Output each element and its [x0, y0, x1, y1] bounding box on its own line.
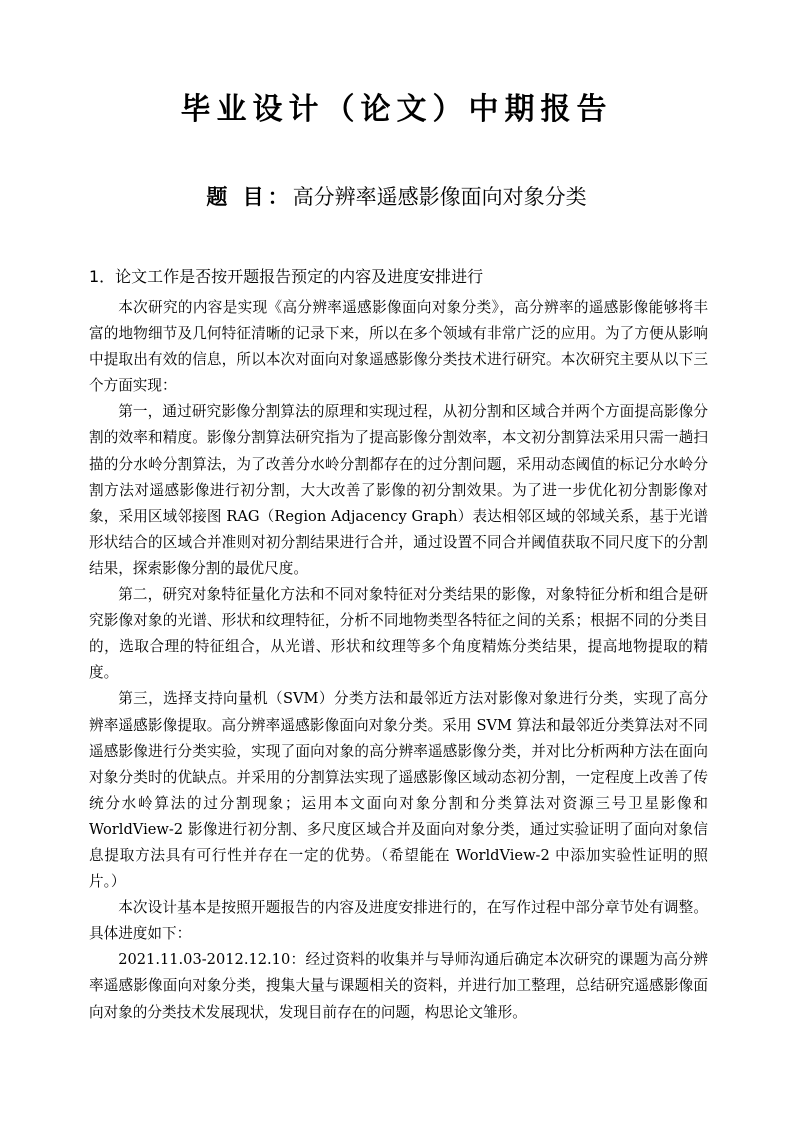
paragraph-second: 第二，研究对象特征量化方法和不同对象特征对分类结果的影像，对象特征分析和组合是研究影像对象的光谱、形状和纹理特征，分析不同地物类型各特征之间的关系；根据不同的分类目的，选取合理的特征组合，从光谱、形状和纹理等多个角度精炼分类结果，提高地物提取的精度。	[89, 586, 708, 682]
paragraph-schedule-item: 2021.11.03-2012.12.10：经过资料的收集并与导师沟通后确定本次研究的课题为高分辨率遥感影像面向对象分类，搜集大量与课题相关的资料，并进行加工整理，总结研究遥感影像面向对象的分类技术发展现状，发现目前存在的问题，构思论文雏形。	[89, 951, 708, 1021]
paragraph-intro: 本次研究的内容是实现《高分辨率遥感影像面向对象分类》，高分辨率的遥感影像能够将丰富的地物细节及几何特征清晰的记录下来，所以在多个领域有非常广泛的应用。为了方便从影响中提取出有效的信息，所以本次对面向对象遥感影像分类技术进行研究。本次研究主要从以下三个方面实现：	[89, 299, 708, 395]
subject-value: 高分辨率遥感影像面向对象分类	[292, 185, 587, 209]
report-title: 毕业设计（论文）中期报告	[180, 92, 613, 127]
section-heading: 1．论文工作是否按开题报告预定的内容及进度安排进行	[89, 267, 484, 286]
paragraph-third: 第三，选择支持向量机（SVM）分类方法和最邻近方法对影像对象进行分类，实现了高分辨率遥感影像提取。高分辨率遥感影像面向对象分类。采用 SVM 算法和最邻近分类算法对不同遥感影像进行分类实验，实现了面向对象的高分辨率遥感影像分类，并对比分析两种方法在面向对象分类时的优缺点。并采用的分割算法实现了遥感影像区域动态初分割，一定程度上改善了传统分水岭算法的过分割现象；运用本文面向对象分割和分类算法对资源三号卫星影像和 WorldView-2 影像进行初分割、多尺度区域合并及面向对象分类，通过实验证明了面向对象信息提取方法具有可行性并存在一定的优势。（希望能在 WorldView-2 中添加实验性证明的照片。）	[89, 690, 708, 891]
report-subject	[0, 180, 793, 214]
subject-label: 题 目：	[206, 185, 293, 209]
paragraph-schedule-intro: 本次设计基本是按照开题报告的内容及进度安排进行的，在写作过程中部分章节处有调整。具体进度如下：	[89, 899, 708, 943]
section-body	[89, 262, 708, 1026]
paragraph-first: 第一，通过研究影像分割算法的原理和实现过程，从初分割和区域合并两个方面提高影像分割的效率和精度。影像分割算法研究指为了提高影像分割效率，本文初分割算法采用只需一趟扫描的分水岭分割算法，为了改善分水岭分割都存在的过分割问题，采用动态阈值的标记分水岭分割方法对遥感影像进行初分割，大大改善了影像的初分割效果。为了进一步优化初分割影像对象，采用区域邻接图 RAG（Region Adjacency Graph）表达相邻区域的邻域关系，基于光谱形状结合的区域合并准则对初分割结果进行合并，通过设置不同合并阈值获取不同尺度下的分割结果，探索影像分割的最优尺度。	[89, 403, 708, 577]
